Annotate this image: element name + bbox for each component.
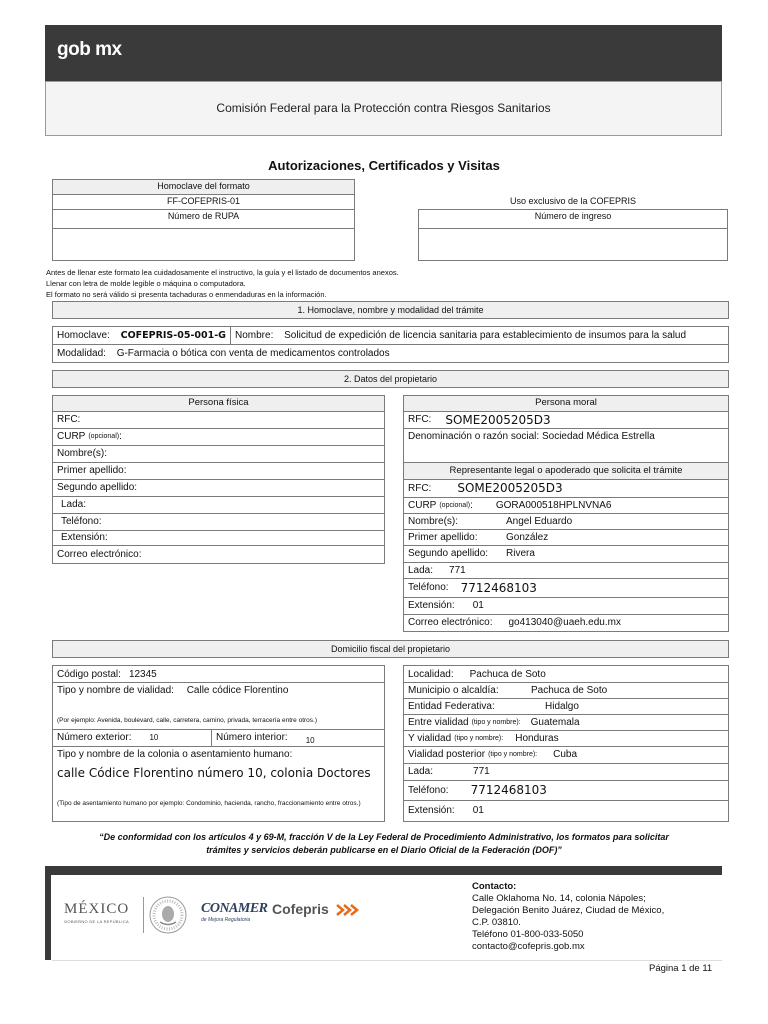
fisica-lada-label: Lada:: [61, 499, 87, 510]
ingreso-field[interactable]: [418, 228, 728, 261]
dom-entre-opt: (tipo y nombre):: [471, 718, 521, 726]
section-2-header: 2. Datos del propietario: [52, 370, 729, 388]
dom-vialidad-example: (Por ejemplo: Avenida, boulevard, calle, carretera, camino, privada, terracería entre otros.): [57, 717, 318, 724]
representante-header: Representante legal o apoderado que solicita el trámite: [403, 462, 729, 480]
moral-denominacion-text: Denominación o razón social: Sociedad Médica Estrella: [408, 431, 655, 442]
rep-rfc[interactable]: [403, 479, 729, 498]
instruction-1: Antes de llenar este formato lea cuidadosamente el instructivo, la guía y el listado de documentos anexos.: [46, 268, 399, 277]
legal-note-line-1: “De conformidad con los artículos 4 y 69-M, fracción V de la Ley Federal de Procedimiento Administrativo, los formatos para solicitar: [99, 832, 669, 842]
rep-curp-value: GORA000518HPLNVNA6: [495, 499, 612, 511]
instruction-2: Llenar con letra de molde legible o máquina o computadora.: [46, 279, 246, 288]
footer-dark-band: [45, 866, 722, 875]
tramite-modalidad: [52, 344, 729, 363]
rep-curp-optional: (opcional): [439, 501, 471, 509]
dom-num-int-value: 10: [305, 736, 315, 745]
fisica-primer-label: Primer apellido:: [57, 465, 127, 476]
rep-lada-value: 771: [449, 564, 466, 576]
fisica-correo[interactable]: [52, 545, 385, 564]
dom-entre-vialidad[interactable]: [403, 714, 729, 731]
fisica-curp-optional: (opcional): [88, 433, 120, 440]
dom-num-ext-label: Número exterior:: [57, 732, 132, 743]
dom-lada-label: Lada:: [408, 766, 434, 777]
tramite-modalidad-label: Modalidad:: [57, 348, 106, 359]
rep-extension-label: Extensión:: [408, 600, 455, 611]
dom-extension-value: 01: [472, 805, 484, 816]
rep-nombres-value: Angel Eduardo: [506, 515, 573, 527]
dom-colonia-value: calle Códice Florentino número 10, colonia Doctores: [57, 766, 371, 780]
dom-vialidad-label: Tipo y nombre de vialidad:: [57, 685, 174, 696]
mexico-logo-subtext: GOBIERNO DE LA REPÚBLICA: [64, 919, 129, 924]
rep-telefono[interactable]: [403, 578, 729, 598]
fisica-nombres[interactable]: [52, 445, 385, 463]
tramite-modalidad-value[interactable]: G-Farmacia o bótica con venta de medicamentos controlados: [116, 348, 390, 359]
dom-colonia-box[interactable]: [52, 746, 385, 822]
rep-rfc-value: SOME2005205D3: [457, 481, 563, 495]
escudo-nacional-icon: [148, 895, 188, 940]
tramite-homoclave-label: [52, 326, 231, 345]
dom-vialidad-value: Calle códice Florentino: [186, 685, 289, 696]
dom-vialidad-line: [57, 685, 288, 696]
fisica-lada[interactable]: [52, 496, 385, 514]
fisica-rfc[interactable]: [52, 411, 385, 429]
persona-fisica-header: Persona física: [52, 395, 385, 412]
domicilio-header: Domicilio fiscal del propietario: [52, 640, 729, 658]
rep-lada-label: Lada:: [408, 564, 434, 576]
rep-primer-apellido[interactable]: [403, 529, 729, 546]
rupa-label: Número de RUPA: [52, 209, 355, 229]
fisica-curp-label: CURP: [57, 431, 86, 442]
fisica-telefono[interactable]: [52, 513, 385, 531]
contact-address-2: Delegación Benito Juárez, Ciudad de México,: [472, 905, 665, 916]
tramite-nombre: [230, 326, 729, 345]
page-number: Página 1 de 11: [649, 963, 713, 974]
contact-address-1: Calle Oklahoma No. 14, colonia Nápoles;: [472, 893, 646, 904]
rep-segundo-label: Segundo apellido:: [408, 548, 489, 559]
dom-num-ext[interactable]: [52, 729, 212, 747]
rep-curp[interactable]: [403, 497, 729, 514]
mexico-logo: [64, 901, 144, 924]
contact-email[interactable]: contacto@cofepris.gob.mx: [472, 941, 585, 952]
rep-segundo-apellido[interactable]: [403, 545, 729, 563]
fisica-segundo-label: Segundo apellido:: [57, 482, 138, 493]
rep-extension-value: 01: [472, 600, 484, 611]
contact-block: [472, 881, 664, 953]
dom-num-int[interactable]: [211, 729, 385, 747]
dom-cp-value: 12345: [128, 668, 157, 680]
rep-telefono-value: 7712468103: [460, 580, 537, 595]
homoclave-format-value: FF-COFEPRIS-01: [52, 194, 355, 210]
rep-nombres[interactable]: [403, 513, 729, 530]
dom-vialidad-box[interactable]: [52, 682, 385, 730]
dom-posterior-value: Cuba: [553, 749, 578, 760]
homoclave-format-label: Homoclave del formato: [52, 179, 355, 195]
fisica-curp-colon: :: [119, 431, 122, 442]
dom-y-value: Honduras: [515, 732, 559, 744]
footer-contact-divider: [52, 960, 722, 961]
fisica-nombres-label: Nombre(s):: [57, 448, 108, 459]
rep-primer-label: Primer apellido:: [408, 531, 478, 543]
page-title: Autorizaciones, Certificados y Visitas: [268, 158, 500, 173]
rep-lada[interactable]: [403, 562, 729, 579]
fisica-correo-label: Correo electrónico:: [57, 548, 142, 560]
contact-postal-code: C.P. 03810.: [472, 917, 521, 928]
fisica-telefono-label: Teléfono:: [61, 516, 102, 527]
conamer-logo-text: CONAMER: [201, 901, 268, 916]
rep-correo[interactable]: [403, 614, 729, 632]
moral-rfc-label: RFC:: [408, 414, 432, 425]
persona-moral-header: Persona moral: [403, 395, 729, 412]
rep-correo-value: go413040@uaeh.edu.mx: [508, 617, 621, 628]
tramite-nombre-value[interactable]: Solicitud de expedición de licencia sanitaria para establecimiento de insumos para la salud: [284, 330, 687, 341]
rep-curp-label: CURP: [408, 499, 437, 511]
dom-municipio-value: Pachuca de Soto: [531, 684, 608, 696]
instruction-3: El formato no será válido si presenta tachaduras o enmendaduras en la información.: [46, 290, 327, 299]
rep-extension[interactable]: [403, 597, 729, 615]
fisica-rfc-label: RFC:: [57, 414, 81, 425]
dom-entidad[interactable]: [403, 698, 729, 715]
fisica-extension[interactable]: [52, 530, 385, 546]
dom-posterior-opt: (tipo y nombre):: [488, 751, 538, 758]
footer-left-bar: [45, 875, 51, 960]
mexico-logo-text: MÉXICO: [64, 901, 130, 917]
dom-telefono[interactable]: [403, 780, 729, 801]
dom-posterior-label: Vialidad posterior: [408, 749, 486, 760]
rep-curp-colon: :: [470, 499, 473, 511]
rep-primer-value: González: [506, 531, 549, 543]
dom-vialidad-posterior[interactable]: [403, 746, 729, 764]
dom-y-label: Y vialidad: [408, 732, 452, 744]
fisica-primer-apellido[interactable]: [52, 462, 385, 480]
moral-rfc-value: SOME2005205D3: [445, 412, 551, 427]
cofepris-logo-text: Cofepris: [272, 901, 329, 917]
rep-correo-label: Correo electrónico:: [408, 617, 493, 628]
conamer-logo: [201, 901, 268, 923]
legal-note-line-2: trámites y servicios deberán publicarse en el Diario Oficial de la Federación (DOF)”: [206, 845, 562, 855]
cofepris-exclusive-label: Uso exclusivo de la COFEPRIS: [509, 196, 637, 206]
dom-num-ext-value: 10: [149, 733, 159, 742]
dom-extension[interactable]: [403, 800, 729, 822]
ingreso-label: Número de ingreso: [418, 209, 728, 229]
rupa-field[interactable]: [52, 228, 355, 261]
tramite-homoclave-label-text: Homoclave:: [57, 330, 110, 341]
contact-label: Contacto:: [472, 881, 517, 892]
dom-extension-label: Extensión:: [408, 805, 455, 816]
dom-colonia-example: (Tipo de asentamiento humano por ejemplo: Condominio, hacienda, rancho, fraccionamiento entre otros.): [57, 800, 361, 807]
gobmx-logo: gob mx: [57, 39, 122, 60]
tramite-homoclave-value[interactable]: COFEPRIS-05-001-G: [120, 330, 226, 341]
dom-entre-label: Entre vialidad: [408, 716, 469, 728]
dom-municipio[interactable]: [403, 682, 729, 699]
rep-telefono-label: Teléfono:: [408, 582, 449, 593]
fisica-segundo-apellido[interactable]: [52, 479, 385, 497]
dom-lada-value: 771: [473, 766, 490, 777]
dom-y-opt: (tipo y nombre):: [454, 734, 504, 742]
fisica-curp[interactable]: [52, 428, 385, 446]
dom-entre-value: Guatemala: [530, 716, 580, 728]
dom-telefono-value: 7712468103: [470, 783, 547, 797]
moral-rfc[interactable]: [403, 411, 729, 429]
dom-localidad-label: Localidad:: [408, 668, 454, 680]
dom-num-int-label: Número interior:: [216, 732, 288, 743]
dom-telefono-label: Teléfono:: [408, 784, 449, 796]
rep-rfc-label: RFC:: [408, 482, 432, 494]
dom-localidad-value: Pachuca de Soto: [469, 668, 546, 680]
dom-cp-label: Código postal:: [57, 668, 121, 680]
logo-divider: [143, 897, 144, 933]
moral-denominacion[interactable]: [403, 428, 729, 463]
dom-codigo-postal[interactable]: [52, 665, 385, 683]
header-bar: [45, 25, 722, 81]
dom-localidad[interactable]: [403, 665, 729, 683]
conamer-logo-subtext: de Mejora Regulatoria: [201, 917, 251, 923]
dom-colonia-label: Tipo y nombre de la colonia o asentamiento humano:: [57, 749, 293, 760]
cofepris-arrows-icon: [335, 903, 361, 917]
tramite-nombre-label: Nombre:: [235, 330, 274, 341]
dom-y-vialidad[interactable]: [403, 730, 729, 747]
cofepris-logo: [272, 901, 361, 919]
rep-nombres-label: Nombre(s):: [408, 515, 459, 527]
section-1-header: 1. Homoclave, nombre y modalidad del trámite: [52, 301, 729, 319]
dom-lada[interactable]: [403, 763, 729, 781]
agency-banner: [45, 81, 722, 136]
agency-name: Comisión Federal para la Protección contra Riesgos Sanitarios: [216, 101, 551, 115]
dom-entidad-value: Hidalgo: [545, 700, 579, 712]
rep-segundo-value: Rivera: [506, 548, 535, 559]
contact-phone: Teléfono 01-800-033-5050: [472, 929, 584, 940]
dom-entidad-label: Entidad Federativa:: [408, 700, 495, 712]
fisica-extension-label: Extensión:: [61, 532, 108, 543]
dom-municipio-label: Municipio o alcaldía:: [408, 684, 499, 696]
